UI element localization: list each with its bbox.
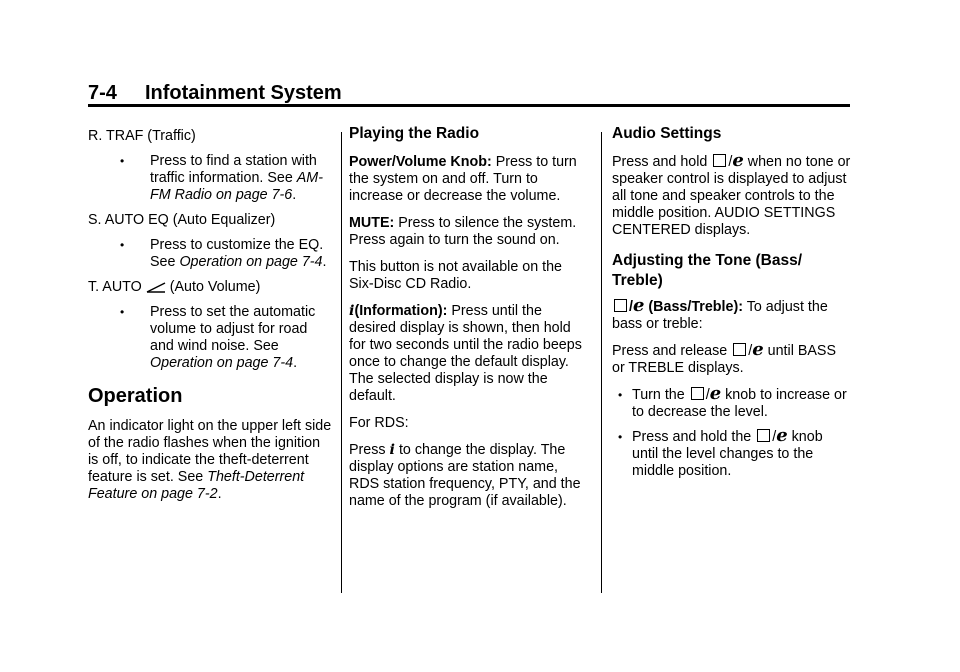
release-text-a: Press and release <box>612 343 728 359</box>
hold-text-b: knob until the level changes to the middle position. <box>632 429 823 479</box>
mute-label: MUTE: <box>349 215 395 231</box>
turn-bullet <box>612 383 852 421</box>
audio-text-b: when no tone or speaker control is displayed to adjust all tone and speaker controls to the middle position. AUDIO SETTINGS CENTERED displays. <box>612 154 851 238</box>
item-t-label <box>88 279 334 296</box>
slash: / <box>705 387 710 403</box>
info-text: Press until the desired display is shown, then hold for two seconds until the radio beeps once to change the default display. The selected display is now the default. <box>349 303 582 404</box>
slash: / <box>772 429 777 445</box>
item-s-ref[interactable]: Operation on page 7-4 <box>179 254 323 270</box>
item-t-label-b: (Auto Volume) <box>169 279 261 295</box>
info-icon: i <box>349 303 355 319</box>
bass-icon <box>757 429 770 442</box>
auto-volume-icon <box>146 281 166 293</box>
audio-settings-heading: Audio Settings <box>612 125 722 142</box>
hold-bullet <box>612 425 852 480</box>
release-paragraph <box>612 339 852 377</box>
info-paragraph <box>349 303 589 405</box>
slash: / <box>748 343 753 359</box>
tone-heading: Adjusting the Tone (Bass/ Treble) <box>612 252 803 289</box>
item-r-bullet: • Press to find a station with traffic information. See AM-FM Radio on page 7-6. <box>120 153 334 204</box>
operation-ref[interactable]: Theft-Deterrent Feature on page 7-2 <box>88 469 305 502</box>
power-text: Press to turn the system on and off. Turn to increase or decrease the volume. <box>349 154 577 204</box>
bass-icon <box>733 343 746 356</box>
bass-treble-text: To adjust the bass or treble: <box>612 299 828 332</box>
release-text-b: until BASS or TREBLE displays. <box>612 343 836 376</box>
column-divider-1 <box>341 132 342 593</box>
power-label: Power/Volume Knob: <box>349 154 492 170</box>
operation-paragraph: An indicator light on the upper left side of the radio flashes when the ignition is off, to indicate the theft-deterrent feature is set. See Theft-Deterrent Feature on page 7-2. <box>88 418 332 502</box>
turn-text-b: knob to increase or to decrease the level. <box>632 387 847 420</box>
rds-text-b: to change the display. The display options are station name, RDS station frequency, PTY, and the name of the program (if available). <box>349 442 581 509</box>
treble-icon: e <box>709 383 722 404</box>
slash: / <box>629 299 633 315</box>
item-s-text: Press to customize the EQ. See <box>150 237 324 270</box>
page-number: 7-4 <box>88 82 117 104</box>
page-header <box>88 80 850 106</box>
rds-paragraph <box>349 442 589 510</box>
power-paragraph <box>349 154 589 205</box>
item-r-ref[interactable]: AM-FM Radio on page 7-6 <box>150 170 323 203</box>
six-disc-paragraph: This button is not available on the Six-Disc CD Radio. <box>349 259 563 292</box>
turn-text-a: Turn the <box>632 387 685 403</box>
page-title: Infotainment System <box>145 82 342 104</box>
slash: / <box>728 154 733 170</box>
column-3 <box>612 124 852 488</box>
item-t-text: Press to set the automatic volume to adjust for road and wind noise. See <box>150 304 316 354</box>
treble-icon: e <box>632 295 645 316</box>
item-s-label: S. AUTO EQ (Auto Equalizer) <box>88 212 276 228</box>
item-t-label-a: T. AUTO <box>88 279 142 295</box>
mute-text: Press to silence the system. Press again to turn the sound on. <box>349 215 577 248</box>
column-divider-2 <box>601 132 602 593</box>
operation-text: An indicator light on the upper left side of the radio flashes when the ignition is off, to indicate the theft-deterrent feature is set. See <box>88 418 332 485</box>
bass-icon <box>614 299 627 312</box>
playing-radio-heading: Playing the Radio <box>349 125 480 142</box>
hold-text-a: Press and hold the <box>632 429 752 445</box>
item-r-text: Press to find a station with traffic information. See <box>150 153 317 186</box>
item-t-bullet: • Press to set the automatic volume to adjust for road and wind noise. See Operation on page 7-4. <box>120 304 334 372</box>
bass-icon <box>713 154 726 167</box>
treble-icon: e <box>732 150 744 171</box>
item-r-label: R. TRAF (Traffic) <box>88 128 196 144</box>
info-label: (Information): <box>354 303 448 319</box>
item-t-ref[interactable]: Operation on page 7-4 <box>150 355 294 371</box>
audio-paragraph <box>612 150 852 239</box>
audio-text-a: Press and hold <box>612 154 708 170</box>
bass-treble-paragraph <box>612 295 852 333</box>
treble-icon: e <box>776 425 788 446</box>
item-s-bullet: • Press to customize the EQ. See Operation on page 7-4. <box>120 237 334 271</box>
rds-text-a: Press <box>349 442 386 458</box>
header-rule <box>88 104 850 107</box>
column-1 <box>88 124 334 503</box>
operation-heading: Operation <box>88 385 183 407</box>
bass-treble-label: (Bass/Treble): <box>648 299 743 315</box>
treble-icon: e <box>752 339 764 360</box>
info-icon-inline: i <box>389 442 395 458</box>
rds-label: For RDS: <box>349 415 409 431</box>
mute-paragraph <box>349 215 589 249</box>
column-2 <box>349 124 589 520</box>
bass-icon <box>691 387 704 400</box>
